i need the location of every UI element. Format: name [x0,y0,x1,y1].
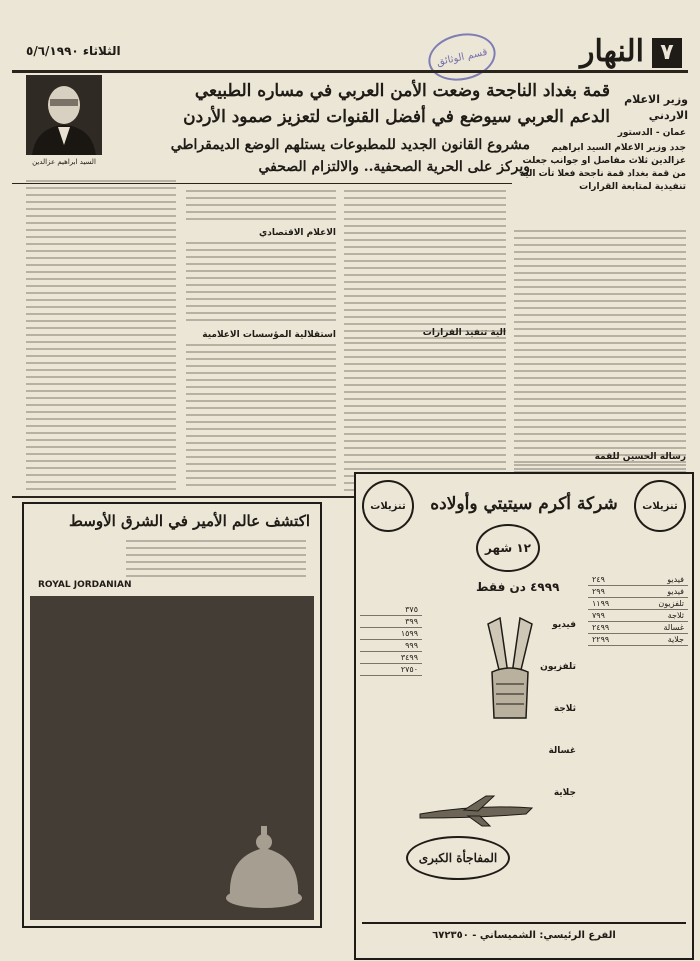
article-kicker: وزير الاعلام الاردني [624,93,688,122]
old-price: ٣٩٩ [360,616,422,628]
section-label: فيديو [552,620,576,630]
section-label: تلفزيون [540,662,576,672]
body-column-1 [514,230,686,482]
akram-ad [354,472,694,960]
byline: عمان - الدستور [617,128,686,138]
body-column-2 [344,190,506,344]
section-head-1: الاعلام الاقتصادي [259,228,336,238]
store-address: الفرع الرئيسي: الشميساني - ٦٧٢٣٥٠ [362,922,686,941]
old-price: ٣٧٥ [360,604,422,616]
subhead-line-2: ويركز على الحرية الصحفية.. والالتزام الصحفي [258,159,530,175]
rj-ad-title: اكتشف عالم الأمير في الشرق الأوسط [69,512,310,530]
price-row: جلاية ٢٢٩٩ [588,634,688,646]
price-row: ثلاجة ٧٩٩ [588,610,688,622]
newspaper-name: النهار [580,34,644,69]
minister-photo [26,75,102,155]
old-price-list [360,604,422,676]
rj-ad-text [126,540,306,582]
royal-jordanian-ad [22,502,322,928]
page-number: ٧ [652,38,682,68]
headline-line-1: قمة بغداد الناجحة وضعت الأمن العربي في مساره الطبيعي [194,81,610,101]
body-column-3 [186,190,336,225]
grand-surprise-banner: المفاجأة الكبرى [406,836,510,880]
price-row: فيديو ٢٤٩ [588,574,688,586]
section-label: جلاية [553,788,576,798]
subhead-line-1: مشروع القانون الجديد للمطبوعات يستلهم الوضع الديمقراطي [170,137,530,153]
old-price: ٣٤٩٩ [360,652,422,664]
body-column-3c [186,344,336,491]
old-price: ٢٧٥٠ [360,664,422,676]
akram-ad-title: شركة أكرم سيتيتي وأولاده [430,494,618,514]
feature-price: ٤٩٩٩ دن فقط [476,580,560,594]
victory-hand-icon [478,614,542,724]
section-head-4: رسالة الحسين للقمة [594,452,686,462]
old-price: ١٥٩٩ [360,628,422,640]
rj-ad-image [30,596,314,920]
archive-stamp: قسم الوثائق [424,27,500,86]
section-head-3: الية تنفيذ القرارات [422,328,506,338]
rj-brand: ROYAL JORDANIAN [38,580,132,590]
sale-badge-right: تنزيلات [634,480,686,532]
body-column-4 [26,180,176,495]
article-lead: جدد وزير الاعلام السيد ابراهيم عزالدين ثلاث مفاصل او جوانب جعلت من قمة بغداد قمة ناجحة فعلا تأت الية تنفيذية لمتابعة القرارات [519,143,686,192]
section-label: غسالة [548,746,576,756]
price-row: فيديو ٢٩٩ [588,586,688,598]
issue-date: الثلاثاء ٥/٦/١٩٩٠ [26,44,121,58]
masthead-rule [12,70,688,73]
price-row: غسالة ٢٤٩٩ [588,622,688,634]
crown-icon [30,596,314,920]
section-label: ثلاجة [553,704,576,714]
old-price: ٩٩٩ [360,640,422,652]
price-list [588,574,688,646]
photo-caption: السيد ابراهيم عزالدين [32,158,96,166]
price-row: تلفزيون ١١٩٩ [588,598,688,610]
section-head-2: استقلالية المؤسسات الاعلامية [202,330,336,340]
sale-badge-left: تنزيلات [362,480,414,532]
installment-badge: ١٢ شهر [476,524,540,572]
airplane-icon [416,794,536,828]
body-column-3b [186,242,336,326]
headline-line-2: الدعم العربي سيوضع في أفضل القنوات لتعزيز صمود الأردن [183,107,610,127]
